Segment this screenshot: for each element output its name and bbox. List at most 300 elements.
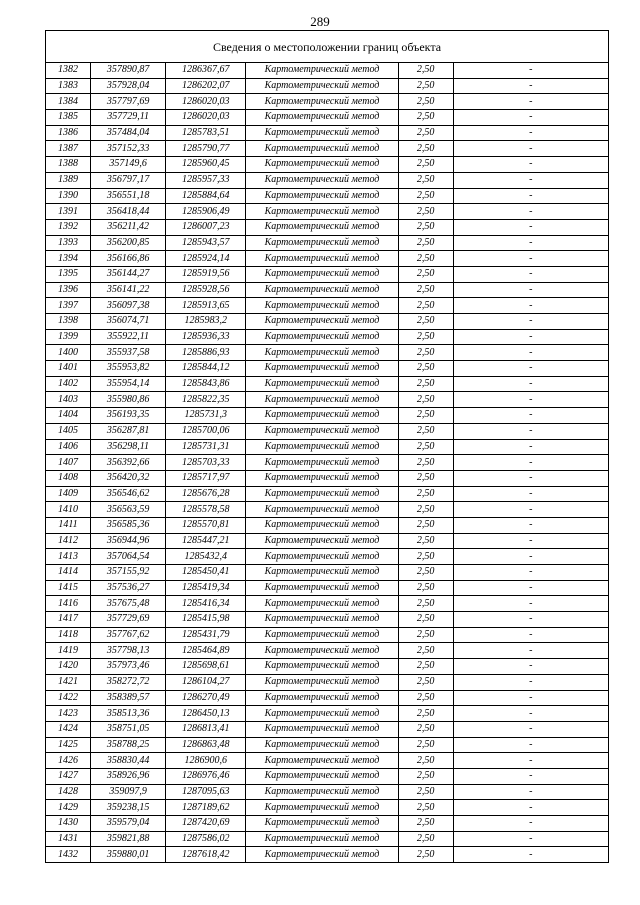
point-number-cell: 1392 xyxy=(46,219,91,235)
accuracy-cell: 2,50 xyxy=(398,298,453,314)
y-coordinate-cell: 1286863,48 xyxy=(166,737,246,753)
x-coordinate-cell: 357675,48 xyxy=(91,596,166,612)
accuracy-cell: 2,50 xyxy=(398,533,453,549)
table-row xyxy=(46,361,609,377)
note-cell: - xyxy=(453,376,608,392)
y-coordinate-cell: 1285415,98 xyxy=(166,612,246,628)
table-row xyxy=(46,329,609,345)
y-coordinate-cell: 1285886,93 xyxy=(166,345,246,361)
note-cell: - xyxy=(453,314,608,330)
x-coordinate-cell: 359097,9 xyxy=(91,784,166,800)
table-row xyxy=(46,408,609,424)
point-number-cell: 1428 xyxy=(46,784,91,800)
accuracy-cell: 2,50 xyxy=(398,204,453,220)
method-cell: Картометрический метод xyxy=(246,204,398,220)
accuracy-cell: 2,50 xyxy=(398,784,453,800)
method-cell: Картометрический метод xyxy=(246,517,398,533)
note-cell: - xyxy=(453,831,608,847)
point-number-cell: 1416 xyxy=(46,596,91,612)
point-number-cell: 1399 xyxy=(46,329,91,345)
page-number: 289 xyxy=(310,14,330,29)
note-cell: - xyxy=(453,204,608,220)
table-row xyxy=(46,376,609,392)
accuracy-cell: 2,50 xyxy=(398,706,453,722)
table-row xyxy=(46,627,609,643)
point-number-cell: 1421 xyxy=(46,674,91,690)
method-cell: Картометрический метод xyxy=(246,768,398,784)
table-row xyxy=(46,486,609,502)
note-cell: - xyxy=(453,125,608,141)
table-row xyxy=(46,266,609,282)
method-cell: Картометрический метод xyxy=(246,549,398,565)
x-coordinate-cell: 356797,17 xyxy=(91,172,166,188)
y-coordinate-cell: 1286367,67 xyxy=(166,63,246,79)
method-cell: Картометрический метод xyxy=(246,596,398,612)
note-cell: - xyxy=(453,706,608,722)
accuracy-cell: 2,50 xyxy=(398,721,453,737)
x-coordinate-cell: 356944,96 xyxy=(91,533,166,549)
method-cell: Картометрический метод xyxy=(246,565,398,581)
table-row xyxy=(46,298,609,314)
table-row xyxy=(46,565,609,581)
point-number-cell: 1403 xyxy=(46,392,91,408)
note-cell: - xyxy=(453,361,608,377)
method-cell: Картометрический метод xyxy=(246,376,398,392)
accuracy-cell: 2,50 xyxy=(398,659,453,675)
y-coordinate-cell: 1285924,14 xyxy=(166,251,246,267)
y-coordinate-cell: 1285416,34 xyxy=(166,596,246,612)
x-coordinate-cell: 356392,66 xyxy=(91,455,166,471)
point-number-cell: 1405 xyxy=(46,423,91,439)
method-cell: Картометрический метод xyxy=(246,423,398,439)
table-row xyxy=(46,659,609,675)
accuracy-cell: 2,50 xyxy=(398,847,453,863)
table-row xyxy=(46,517,609,533)
y-coordinate-cell: 1285432,4 xyxy=(166,549,246,565)
method-cell: Картометрический метод xyxy=(246,298,398,314)
accuracy-cell: 2,50 xyxy=(398,800,453,816)
y-coordinate-cell: 1285431,79 xyxy=(166,627,246,643)
point-number-cell: 1430 xyxy=(46,816,91,832)
note-cell: - xyxy=(453,565,608,581)
note-cell: - xyxy=(453,517,608,533)
table-row xyxy=(46,674,609,690)
table-row xyxy=(46,831,609,847)
method-cell: Картометрический метод xyxy=(246,157,398,173)
accuracy-cell: 2,50 xyxy=(398,690,453,706)
method-cell: Картометрический метод xyxy=(246,361,398,377)
y-coordinate-cell: 1287095,63 xyxy=(166,784,246,800)
x-coordinate-cell: 355937,58 xyxy=(91,345,166,361)
accuracy-cell: 2,50 xyxy=(398,439,453,455)
y-coordinate-cell: 1286813,41 xyxy=(166,721,246,737)
point-number-cell: 1383 xyxy=(46,78,91,94)
y-coordinate-cell: 1285884,64 xyxy=(166,188,246,204)
x-coordinate-cell: 357149,6 xyxy=(91,157,166,173)
point-number-cell: 1397 xyxy=(46,298,91,314)
accuracy-cell: 2,50 xyxy=(398,63,453,79)
accuracy-cell: 2,50 xyxy=(398,753,453,769)
x-coordinate-cell: 358751,05 xyxy=(91,721,166,737)
point-number-cell: 1422 xyxy=(46,690,91,706)
note-cell: - xyxy=(453,800,608,816)
table-row xyxy=(46,125,609,141)
accuracy-cell: 2,50 xyxy=(398,596,453,612)
method-cell: Картометрический метод xyxy=(246,94,398,110)
note-cell: - xyxy=(453,816,608,832)
note-cell: - xyxy=(453,282,608,298)
point-number-cell: 1423 xyxy=(46,706,91,722)
y-coordinate-cell: 1286104,27 xyxy=(166,674,246,690)
y-coordinate-cell: 1285703,33 xyxy=(166,455,246,471)
table-row xyxy=(46,502,609,518)
table-row xyxy=(46,235,609,251)
table-row xyxy=(46,612,609,628)
table-row xyxy=(46,392,609,408)
point-number-cell: 1417 xyxy=(46,612,91,628)
y-coordinate-cell: 1285700,06 xyxy=(166,423,246,439)
method-cell: Картометрический метод xyxy=(246,439,398,455)
y-coordinate-cell: 1285983,2 xyxy=(166,314,246,330)
point-number-cell: 1401 xyxy=(46,361,91,377)
x-coordinate-cell: 357155,92 xyxy=(91,565,166,581)
accuracy-cell: 2,50 xyxy=(398,612,453,628)
method-cell: Картометрический метод xyxy=(246,78,398,94)
y-coordinate-cell: 1286007,23 xyxy=(166,219,246,235)
point-number-cell: 1386 xyxy=(46,125,91,141)
accuracy-cell: 2,50 xyxy=(398,94,453,110)
accuracy-cell: 2,50 xyxy=(398,110,453,126)
note-cell: - xyxy=(453,847,608,863)
y-coordinate-cell: 1285447,21 xyxy=(166,533,246,549)
x-coordinate-cell: 359238,15 xyxy=(91,800,166,816)
table-row xyxy=(46,753,609,769)
x-coordinate-cell: 356074,71 xyxy=(91,314,166,330)
note-cell: - xyxy=(453,172,608,188)
table-row xyxy=(46,157,609,173)
y-coordinate-cell: 1285960,45 xyxy=(166,157,246,173)
accuracy-cell: 2,50 xyxy=(398,674,453,690)
accuracy-cell: 2,50 xyxy=(398,816,453,832)
table-row xyxy=(46,172,609,188)
accuracy-cell: 2,50 xyxy=(398,408,453,424)
accuracy-cell: 2,50 xyxy=(398,172,453,188)
accuracy-cell: 2,50 xyxy=(398,549,453,565)
method-cell: Картометрический метод xyxy=(246,235,398,251)
note-cell: - xyxy=(453,329,608,345)
point-number-cell: 1387 xyxy=(46,141,91,157)
accuracy-cell: 2,50 xyxy=(398,392,453,408)
point-number-cell: 1425 xyxy=(46,737,91,753)
note-cell: - xyxy=(453,612,608,628)
y-coordinate-cell: 1287420,69 xyxy=(166,816,246,832)
table-row xyxy=(46,690,609,706)
method-cell: Картометрический метод xyxy=(246,141,398,157)
x-coordinate-cell: 357152,33 xyxy=(91,141,166,157)
x-coordinate-cell: 357536,27 xyxy=(91,580,166,596)
y-coordinate-cell: 1286020,03 xyxy=(166,110,246,126)
point-number-cell: 1418 xyxy=(46,627,91,643)
x-coordinate-cell: 356420,32 xyxy=(91,470,166,486)
x-coordinate-cell: 357484,04 xyxy=(91,125,166,141)
method-cell: Картометрический метод xyxy=(246,674,398,690)
point-number-cell: 1396 xyxy=(46,282,91,298)
note-cell: - xyxy=(453,580,608,596)
accuracy-cell: 2,50 xyxy=(398,282,453,298)
accuracy-cell: 2,50 xyxy=(398,502,453,518)
note-cell: - xyxy=(453,157,608,173)
note-cell: - xyxy=(453,470,608,486)
table-row xyxy=(46,721,609,737)
y-coordinate-cell: 1285698,61 xyxy=(166,659,246,675)
point-number-cell: 1389 xyxy=(46,172,91,188)
accuracy-cell: 2,50 xyxy=(398,251,453,267)
point-number-cell: 1415 xyxy=(46,580,91,596)
x-coordinate-cell: 356166,86 xyxy=(91,251,166,267)
table-row xyxy=(46,94,609,110)
method-cell: Картометрический метод xyxy=(246,455,398,471)
y-coordinate-cell: 1285717,97 xyxy=(166,470,246,486)
point-number-cell: 1414 xyxy=(46,565,91,581)
accuracy-cell: 2,50 xyxy=(398,125,453,141)
note-cell: - xyxy=(453,643,608,659)
x-coordinate-cell: 357729,69 xyxy=(91,612,166,628)
method-cell: Картометрический метод xyxy=(246,282,398,298)
accuracy-cell: 2,50 xyxy=(398,455,453,471)
point-number-cell: 1393 xyxy=(46,235,91,251)
note-cell: - xyxy=(453,392,608,408)
point-number-cell: 1402 xyxy=(46,376,91,392)
x-coordinate-cell: 356200,85 xyxy=(91,235,166,251)
method-cell: Картометрический метод xyxy=(246,470,398,486)
table-row xyxy=(46,533,609,549)
x-coordinate-cell: 356563,59 xyxy=(91,502,166,518)
note-cell: - xyxy=(453,753,608,769)
x-coordinate-cell: 356418,44 xyxy=(91,204,166,220)
x-coordinate-cell: 358788,25 xyxy=(91,737,166,753)
x-coordinate-cell: 355922,11 xyxy=(91,329,166,345)
y-coordinate-cell: 1286976,46 xyxy=(166,768,246,784)
method-cell: Картометрический метод xyxy=(246,816,398,832)
point-number-cell: 1404 xyxy=(46,408,91,424)
note-cell: - xyxy=(453,659,608,675)
method-cell: Картометрический метод xyxy=(246,345,398,361)
y-coordinate-cell: 1285822,35 xyxy=(166,392,246,408)
table-row xyxy=(46,768,609,784)
table-row xyxy=(46,78,609,94)
method-cell: Картометрический метод xyxy=(246,612,398,628)
method-cell: Картометрический метод xyxy=(246,188,398,204)
point-number-cell: 1395 xyxy=(46,266,91,282)
method-cell: Картометрический метод xyxy=(246,110,398,126)
y-coordinate-cell: 1286450,13 xyxy=(166,706,246,722)
table-row xyxy=(46,110,609,126)
x-coordinate-cell: 357767,62 xyxy=(91,627,166,643)
y-coordinate-cell: 1285906,49 xyxy=(166,204,246,220)
accuracy-cell: 2,50 xyxy=(398,141,453,157)
y-coordinate-cell: 1285419,34 xyxy=(166,580,246,596)
y-coordinate-cell: 1285450,41 xyxy=(166,565,246,581)
point-number-cell: 1419 xyxy=(46,643,91,659)
table-row xyxy=(46,423,609,439)
accuracy-cell: 2,50 xyxy=(398,361,453,377)
method-cell: Картометрический метод xyxy=(246,125,398,141)
y-coordinate-cell: 1285936,33 xyxy=(166,329,246,345)
point-number-cell: 1407 xyxy=(46,455,91,471)
note-cell: - xyxy=(453,674,608,690)
note-cell: - xyxy=(453,423,608,439)
method-cell: Картометрический метод xyxy=(246,219,398,235)
note-cell: - xyxy=(453,251,608,267)
method-cell: Картометрический метод xyxy=(246,580,398,596)
x-coordinate-cell: 358513,36 xyxy=(91,706,166,722)
note-cell: - xyxy=(453,188,608,204)
method-cell: Картометрический метод xyxy=(246,643,398,659)
method-cell: Картометрический метод xyxy=(246,659,398,675)
x-coordinate-cell: 356551,18 xyxy=(91,188,166,204)
table-row xyxy=(46,219,609,235)
x-coordinate-cell: 357797,69 xyxy=(91,94,166,110)
note-cell: - xyxy=(453,408,608,424)
accuracy-cell: 2,50 xyxy=(398,376,453,392)
accuracy-cell: 2,50 xyxy=(398,580,453,596)
accuracy-cell: 2,50 xyxy=(398,643,453,659)
table-row xyxy=(46,580,609,596)
table-row xyxy=(46,141,609,157)
y-coordinate-cell: 1285783,51 xyxy=(166,125,246,141)
section-title: Сведения о местоположении границ объекта xyxy=(46,31,609,63)
method-cell: Картометрический метод xyxy=(246,831,398,847)
x-coordinate-cell: 357928,04 xyxy=(91,78,166,94)
x-coordinate-cell: 357890,87 xyxy=(91,63,166,79)
y-coordinate-cell: 1285570,81 xyxy=(166,517,246,533)
table-row xyxy=(46,188,609,204)
y-coordinate-cell: 1285464,89 xyxy=(166,643,246,659)
point-number-cell: 1382 xyxy=(46,63,91,79)
y-coordinate-cell: 1287189,62 xyxy=(166,800,246,816)
point-number-cell: 1410 xyxy=(46,502,91,518)
accuracy-cell: 2,50 xyxy=(398,329,453,345)
x-coordinate-cell: 358272,72 xyxy=(91,674,166,690)
method-cell: Картометрический метод xyxy=(246,392,398,408)
table-row xyxy=(46,455,609,471)
note-cell: - xyxy=(453,486,608,502)
accuracy-cell: 2,50 xyxy=(398,737,453,753)
accuracy-cell: 2,50 xyxy=(398,78,453,94)
method-cell: Картометрический метод xyxy=(246,266,398,282)
note-cell: - xyxy=(453,784,608,800)
x-coordinate-cell: 356144,27 xyxy=(91,266,166,282)
note-cell: - xyxy=(453,219,608,235)
point-number-cell: 1398 xyxy=(46,314,91,330)
table-body xyxy=(46,63,609,863)
point-number-cell: 1431 xyxy=(46,831,91,847)
point-number-cell: 1391 xyxy=(46,204,91,220)
table-row xyxy=(46,847,609,863)
x-coordinate-cell: 359880,01 xyxy=(91,847,166,863)
point-number-cell: 1406 xyxy=(46,439,91,455)
accuracy-cell: 2,50 xyxy=(398,423,453,439)
accuracy-cell: 2,50 xyxy=(398,235,453,251)
accuracy-cell: 2,50 xyxy=(398,768,453,784)
point-number-cell: 1408 xyxy=(46,470,91,486)
accuracy-cell: 2,50 xyxy=(398,517,453,533)
y-coordinate-cell: 1285578,58 xyxy=(166,502,246,518)
x-coordinate-cell: 358389,57 xyxy=(91,690,166,706)
table-row xyxy=(46,282,609,298)
x-coordinate-cell: 357973,46 xyxy=(91,659,166,675)
y-coordinate-cell: 1287586,02 xyxy=(166,831,246,847)
y-coordinate-cell: 1285928,56 xyxy=(166,282,246,298)
accuracy-cell: 2,50 xyxy=(398,219,453,235)
y-coordinate-cell: 1286900,6 xyxy=(166,753,246,769)
method-cell: Картометрический метод xyxy=(246,172,398,188)
accuracy-cell: 2,50 xyxy=(398,157,453,173)
point-number-cell: 1384 xyxy=(46,94,91,110)
accuracy-cell: 2,50 xyxy=(398,266,453,282)
y-coordinate-cell: 1285913,65 xyxy=(166,298,246,314)
note-cell: - xyxy=(453,502,608,518)
method-cell: Картометрический метод xyxy=(246,847,398,863)
y-coordinate-cell: 1285844,12 xyxy=(166,361,246,377)
method-cell: Картометрический метод xyxy=(246,737,398,753)
accuracy-cell: 2,50 xyxy=(398,470,453,486)
table-row xyxy=(46,345,609,361)
note-cell: - xyxy=(453,78,608,94)
note-cell: - xyxy=(453,94,608,110)
note-cell: - xyxy=(453,345,608,361)
x-coordinate-cell: 357798,13 xyxy=(91,643,166,659)
x-coordinate-cell: 359579,04 xyxy=(91,816,166,832)
y-coordinate-cell: 1285790,77 xyxy=(166,141,246,157)
x-coordinate-cell: 356546,62 xyxy=(91,486,166,502)
method-cell: Картометрический метод xyxy=(246,408,398,424)
point-number-cell: 1390 xyxy=(46,188,91,204)
note-cell: - xyxy=(453,627,608,643)
y-coordinate-cell: 1285957,33 xyxy=(166,172,246,188)
method-cell: Картометрический метод xyxy=(246,784,398,800)
y-coordinate-cell: 1285731,3 xyxy=(166,408,246,424)
point-number-cell: 1412 xyxy=(46,533,91,549)
x-coordinate-cell: 356097,38 xyxy=(91,298,166,314)
note-cell: - xyxy=(453,63,608,79)
point-number-cell: 1429 xyxy=(46,800,91,816)
y-coordinate-cell: 1285919,56 xyxy=(166,266,246,282)
point-number-cell: 1394 xyxy=(46,251,91,267)
table-row xyxy=(46,784,609,800)
table-row xyxy=(46,470,609,486)
note-cell: - xyxy=(453,721,608,737)
method-cell: Картометрический метод xyxy=(246,63,398,79)
point-number-cell: 1420 xyxy=(46,659,91,675)
method-cell: Картометрический метод xyxy=(246,329,398,345)
note-cell: - xyxy=(453,455,608,471)
method-cell: Картометрический метод xyxy=(246,627,398,643)
y-coordinate-cell: 1285943,57 xyxy=(166,235,246,251)
x-coordinate-cell: 356193,35 xyxy=(91,408,166,424)
table-row xyxy=(46,800,609,816)
accuracy-cell: 2,50 xyxy=(398,345,453,361)
note-cell: - xyxy=(453,549,608,565)
point-number-cell: 1424 xyxy=(46,721,91,737)
point-number-cell: 1411 xyxy=(46,517,91,533)
x-coordinate-cell: 356287,81 xyxy=(91,423,166,439)
x-coordinate-cell: 355980,86 xyxy=(91,392,166,408)
x-coordinate-cell: 356141,22 xyxy=(91,282,166,298)
table-row xyxy=(46,643,609,659)
point-number-cell: 1413 xyxy=(46,549,91,565)
y-coordinate-cell: 1285731,31 xyxy=(166,439,246,455)
